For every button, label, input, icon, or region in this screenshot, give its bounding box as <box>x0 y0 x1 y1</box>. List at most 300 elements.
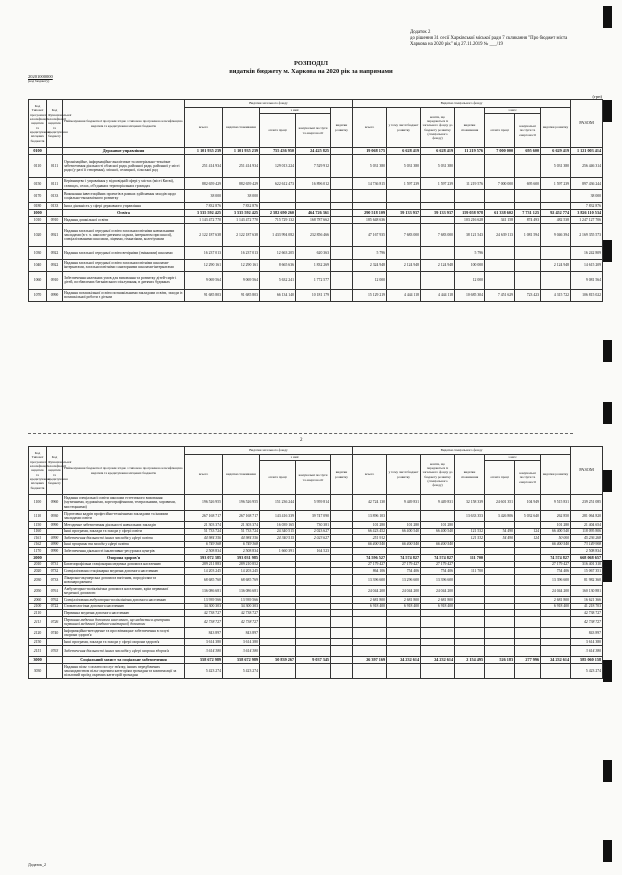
special-utilities <box>515 548 541 555</box>
general-development <box>331 177 353 189</box>
special-development: 27 179 427 <box>541 561 571 568</box>
general-development <box>331 610 353 617</box>
general-total: 3 535 592 425 <box>185 209 223 216</box>
binder-mark <box>603 840 612 862</box>
general-consumption: 9 069 564 <box>223 271 260 289</box>
general-wages: 151 236 244 <box>260 495 296 511</box>
special-total: 19 068 175 <box>353 148 387 155</box>
row-sum: 106 815 022 <box>571 289 603 301</box>
special-wages <box>485 548 515 555</box>
special-development-budget: 74 574 827 <box>387 554 421 561</box>
special-development: 101 280 <box>541 521 571 528</box>
program-code: 3030 <box>29 663 47 679</box>
function-code: 0930 <box>47 510 63 521</box>
binder-mark <box>603 470 612 492</box>
general-consumption: 2 122 187 638 <box>223 224 260 247</box>
special-wages <box>485 574 515 585</box>
special-wages <box>485 541 515 548</box>
col-g-utilities: комунальні послуги та енергоносії <box>296 461 331 495</box>
col-s-total: всього <box>353 455 387 495</box>
general-utilities: 10 181 179 <box>296 289 331 301</box>
special-transfer: 101 280 <box>421 521 455 528</box>
general-utilities: 7 529 912 <box>296 155 331 178</box>
row-sum: 1 247 127 706 <box>571 217 603 224</box>
general-utilities <box>296 568 331 575</box>
general-development <box>331 259 353 271</box>
special-wages: 24 601 351 <box>485 495 515 511</box>
special-utilities <box>515 663 541 679</box>
program-code: 2120 <box>29 628 47 639</box>
special-utilities <box>515 202 541 209</box>
expenditure-table-2 <box>28 446 603 679</box>
general-development <box>331 554 353 561</box>
special-consumption: 159 058 978 <box>455 209 485 216</box>
program-name: Надання загальної середньої освіти загальноосвітніми навчальними закладами (в т. ч. школою-дитячим садком, інтернатом при школі), спеціалізованими школами, ліцеями, гімназіями, колегіумами <box>63 224 185 247</box>
special-development-budget: 59 133 937 <box>387 209 421 216</box>
general-consumption: 44 984 356 <box>223 535 260 542</box>
table-row <box>29 561 603 568</box>
row-sum: 9 081 564 <box>571 271 603 289</box>
general-total: 14 203 245 <box>185 568 223 575</box>
special-development-budget: 24 232 614 <box>387 657 421 664</box>
general-total: 251 414 934 <box>185 155 223 178</box>
table-row <box>29 177 603 189</box>
general-wages <box>260 568 296 575</box>
table-row <box>29 616 603 627</box>
general-development <box>331 663 353 679</box>
function-code <box>47 657 63 664</box>
program-code: 2151 <box>29 645 47 656</box>
special-development-budget <box>387 628 421 639</box>
footer-label: Додаток_2 <box>28 862 46 867</box>
special-development-budget: 754 406 <box>387 568 421 575</box>
special-wages <box>485 554 515 561</box>
special-transfer <box>421 645 455 656</box>
row-sum: 160 130 881 <box>571 585 603 596</box>
special-development <box>541 610 571 617</box>
table-row <box>29 574 603 585</box>
table-row <box>29 663 603 679</box>
row-sum: 16 242 809 <box>571 247 603 259</box>
general-total: 843 897 <box>185 628 223 639</box>
special-development-budget: 5 031 380 <box>387 155 421 178</box>
special-wages <box>485 247 515 259</box>
special-transfer: 59 133 937 <box>421 209 455 216</box>
general-utilities <box>296 639 331 646</box>
general-consumption: 38 000 <box>223 190 260 202</box>
program-code: 2111 <box>29 616 47 627</box>
special-development <box>541 663 571 679</box>
special-total: 66 400 540 <box>353 541 387 548</box>
special-consumption <box>455 597 485 604</box>
special-utilities <box>515 568 541 575</box>
function-code: 0990 <box>47 535 63 542</box>
program-name: Надання дошкільної освіти <box>63 217 185 224</box>
program-code: 1161 <box>29 535 47 542</box>
general-total: 1 143 472 770 <box>185 217 223 224</box>
special-transfer: 754 406 <box>421 568 455 575</box>
function-code: 0960 <box>47 495 63 511</box>
general-development <box>331 209 353 216</box>
col-program-name: Найменування бюджетної програми згідно з типовою програмною класифікацією видатків та кредитування місцевих бюджетів <box>63 100 185 148</box>
special-transfer <box>421 217 455 224</box>
special-wages <box>485 645 515 656</box>
general-development <box>331 217 353 224</box>
general-utilities: 730 381 <box>296 521 331 528</box>
special-wages: 54 490 <box>485 528 515 535</box>
special-development: 13 396 600 <box>541 574 571 585</box>
special-transfer <box>421 247 455 259</box>
special-wages: 7 000 000 <box>485 148 515 155</box>
special-utilities: 124 <box>515 535 541 542</box>
special-total: 14 736 815 <box>353 177 387 189</box>
special-development <box>541 247 571 259</box>
special-total: 5 031 380 <box>353 155 387 178</box>
table-row <box>29 610 603 617</box>
function-code <box>47 639 63 646</box>
general-total: 3 614 380 <box>185 639 223 646</box>
general-utilities <box>296 663 331 679</box>
binder-mark <box>603 240 612 262</box>
table-row <box>29 603 603 610</box>
table-row <box>29 657 603 664</box>
special-total: 13 896 103 <box>353 510 387 521</box>
general-consumption: 42 738 727 <box>223 610 260 617</box>
special-transfer: 1 597 239 <box>421 177 455 189</box>
special-transfer: 66 400 540 <box>421 541 455 548</box>
function-code: 0763 <box>47 645 63 656</box>
general-total: 38 000 <box>185 190 223 202</box>
special-transfer <box>421 202 455 209</box>
function-code: 0111 <box>47 155 63 178</box>
special-consumption: 111 700 <box>455 568 485 575</box>
general-utilities: 2 023 627 <box>296 528 331 535</box>
program-name: Підготовка кадрів професійно-технічними закладами та іншими закладами освіти <box>63 510 185 521</box>
program-code: 2000 <box>29 554 47 561</box>
special-consumption <box>455 541 485 548</box>
general-wages: 755 436 950 <box>260 148 296 155</box>
table-row <box>29 639 603 646</box>
function-code <box>47 148 63 155</box>
row-sum: 256 446 314 <box>571 155 603 178</box>
general-wages <box>260 541 296 548</box>
special-consumption <box>455 663 485 679</box>
special-wages <box>485 190 515 202</box>
program-code: 2060 <box>29 597 47 604</box>
special-development-budget <box>387 535 421 542</box>
special-development <box>541 616 571 627</box>
special-development: 66 400 540 <box>541 528 571 535</box>
special-development-budget: 13 296 600 <box>387 574 421 585</box>
special-utilities <box>515 610 541 617</box>
col-s-transfer: кошти, що передаються із загального фонду до бюджету розвитку (спеціального фонду) <box>421 108 455 148</box>
col-program-code: Код Типової програмної класифікації видатків та кредитування місцевих бюджетів <box>29 447 47 495</box>
special-consumption: 5 796 <box>455 247 485 259</box>
table-row <box>29 541 603 548</box>
general-utilities: 1 772 577 <box>296 271 331 289</box>
special-wages <box>485 639 515 646</box>
special-utilities <box>515 259 541 271</box>
special-transfer: 2 681 800 <box>421 597 455 604</box>
special-transfer <box>421 190 455 202</box>
row-sum: 316 401 310 <box>571 561 603 568</box>
special-consumption: 32 158 339 <box>455 495 485 511</box>
special-development-budget: 2 124 948 <box>387 259 421 271</box>
special-development-budget <box>387 610 421 617</box>
row-sum: 5 423 274 <box>571 663 603 679</box>
general-development <box>331 597 353 604</box>
special-utilities: 277 996 <box>515 657 541 664</box>
general-utilities <box>296 202 331 209</box>
program-name: Інша діяльність у сфері державного управління <box>63 202 185 209</box>
program-code: 0150 <box>29 177 47 189</box>
special-total: 24 044 200 <box>353 585 387 596</box>
col-general-fund: Видатки загального фонду <box>185 447 353 455</box>
general-wages <box>260 554 296 561</box>
special-utilities <box>515 574 541 585</box>
special-utilities <box>515 247 541 259</box>
general-wages <box>260 561 296 568</box>
row-sum: 7 832 876 <box>571 202 603 209</box>
general-utilities: 168 787 662 <box>296 217 331 224</box>
special-total: 27 179 427 <box>353 561 387 568</box>
row-sum: 3 614 380 <box>571 645 603 656</box>
special-total: 42 724 130 <box>353 495 387 511</box>
special-transfer <box>421 548 455 555</box>
special-wages <box>485 561 515 568</box>
special-wages <box>485 202 515 209</box>
special-development: 24 044 200 <box>541 585 571 596</box>
program-name: Стоматологічна допомога населенню <box>63 603 185 610</box>
general-wages: 66 134 140 <box>260 289 296 301</box>
program-code: 1150 <box>29 521 47 528</box>
special-utilities <box>515 521 541 528</box>
general-total: 42 738 727 <box>185 610 223 617</box>
general-consumption: 42 738 727 <box>223 616 260 627</box>
row-sum: 1 121 003 414 <box>571 148 603 155</box>
special-development-budget: 66 400 540 <box>387 528 421 535</box>
program-name: Інші програми, заклади та заходи у сфері освіти <box>63 528 185 535</box>
special-total: 5 796 <box>353 247 387 259</box>
col-g-consumption: видатки споживання <box>223 455 260 495</box>
general-development <box>331 190 353 202</box>
special-development-budget <box>387 271 421 289</box>
general-consumption: 68 685 769 <box>223 574 260 585</box>
program-code: 2030 <box>29 574 47 585</box>
special-consumption: 2 154 495 <box>455 657 485 664</box>
program-code: 3000 <box>29 657 47 664</box>
general-total: 16 237 013 <box>185 247 223 259</box>
special-development-budget <box>387 217 421 224</box>
special-development-budget <box>387 510 421 521</box>
general-total: 2 122 187 638 <box>185 224 223 247</box>
special-development-budget <box>387 639 421 646</box>
appendix-number: Додаток 2 <box>410 30 431 35</box>
program-name: Інші програми, заклади та заходи у сфері охорони здоров'я <box>63 639 185 646</box>
general-development <box>331 568 353 575</box>
col-general-fund: Видатки загального фонду <box>185 100 353 108</box>
table-row <box>29 510 603 521</box>
special-wages <box>485 271 515 289</box>
general-consumption: 51 733 724 <box>223 528 260 535</box>
program-code: 0100 <box>29 148 47 155</box>
program-code: 1100 <box>29 495 47 511</box>
special-total: 66 423 452 <box>353 528 387 535</box>
general-utilities <box>296 645 331 656</box>
general-wages <box>260 585 296 596</box>
program-name: Надання спеціальної освіти школами естетичного виховання (музичними, художніми, хореографічними, театральними, хоровими, мистецькими) <box>63 495 185 511</box>
function-code: 0740 <box>47 628 63 639</box>
general-utilities <box>296 628 331 639</box>
special-transfer: 5 031 380 <box>421 155 455 178</box>
table-row <box>29 155 603 178</box>
special-wages <box>485 568 515 575</box>
special-consumption: 11 219 576 <box>455 177 485 189</box>
row-sum: 2 169 355 573 <box>571 224 603 247</box>
special-development: 9 515 831 <box>541 495 571 511</box>
program-name: Забезпечення діяльності інших закладів у сфері охорони здоров'я <box>63 645 185 656</box>
table-row <box>29 271 603 289</box>
program-code: 2050 <box>29 585 47 596</box>
special-utilities: 104 949 <box>515 495 541 511</box>
table-row <box>29 548 603 555</box>
general-consumption: 14 203 245 <box>223 568 260 575</box>
special-total: 290 518 109 <box>353 209 387 216</box>
special-transfer: 6 628 419 <box>421 148 455 155</box>
special-consumption: 100 000 <box>455 259 485 271</box>
special-utilities: 695 600 <box>515 148 541 155</box>
general-wages <box>260 574 296 585</box>
general-consumption: 593 031 985 <box>223 554 260 561</box>
general-development <box>331 616 353 627</box>
special-development: 5 031 380 <box>541 155 571 178</box>
general-total: 44 984 356 <box>185 535 223 542</box>
table-row <box>29 535 603 542</box>
table-row <box>29 224 603 247</box>
program-code: 0110 <box>29 155 47 178</box>
general-consumption: 558 672 989 <box>223 657 260 664</box>
general-wages: 12 663 205 <box>260 247 296 259</box>
general-wages: 1 433 994 082 <box>260 224 296 247</box>
special-total: 74 596 527 <box>353 554 387 561</box>
general-utilities <box>296 541 331 548</box>
general-utilities <box>296 616 331 627</box>
program-code: 2150 <box>29 639 47 646</box>
special-consumption <box>455 616 485 627</box>
general-wages <box>260 616 296 627</box>
general-development <box>331 271 353 289</box>
general-wages: 16 039 165 <box>260 521 296 528</box>
table-row <box>29 554 603 561</box>
table-row <box>29 597 603 604</box>
row-sum: 42 738 727 <box>571 616 603 627</box>
special-wages: 61 338 602 <box>485 209 515 216</box>
special-total <box>353 645 387 656</box>
general-development <box>331 521 353 528</box>
program-name: Інші програми та заходи у сфері освіти <box>63 541 185 548</box>
special-development-budget <box>387 202 421 209</box>
table-row <box>29 528 603 535</box>
special-consumption <box>455 639 485 646</box>
special-wages: 526 183 <box>485 657 515 664</box>
special-utilities: 723 423 <box>515 289 541 301</box>
general-wages: 2 582 690 260 <box>260 209 296 216</box>
special-transfer: 4 444 118 <box>421 289 455 301</box>
special-wages <box>485 603 515 610</box>
function-code: 0133 <box>47 202 63 209</box>
general-consumption: 12 290 161 <box>223 259 260 271</box>
special-transfer <box>421 535 455 542</box>
page-divider <box>28 433 573 434</box>
general-development <box>331 202 353 209</box>
col-g-development: видатки розвитку <box>331 455 353 495</box>
special-transfer <box>421 616 455 627</box>
general-total: 2 508 834 <box>185 548 223 555</box>
program-name: Надання загальної середньої освіти вечірніми (змінними) школами <box>63 247 185 259</box>
special-consumption <box>455 561 485 568</box>
binder-mark <box>603 760 612 782</box>
expenditure-table-1 <box>28 99 603 302</box>
binder-mark <box>603 660 612 682</box>
general-development <box>331 289 353 301</box>
special-consumption <box>455 585 485 596</box>
function-code: 0990 <box>47 548 63 555</box>
general-wages: 50 839 267 <box>260 657 296 664</box>
table-row <box>29 202 603 209</box>
general-utilities: 620 363 <box>296 247 331 259</box>
general-wages <box>260 610 296 617</box>
special-consumption: 11 219 576 <box>455 148 485 155</box>
general-consumption: 2 508 834 <box>223 548 260 555</box>
row-sum: 45 236 268 <box>571 535 603 542</box>
general-utilities <box>296 585 331 596</box>
general-wages: 24 340 515 <box>260 535 296 542</box>
general-total: 21 303 374 <box>185 521 223 528</box>
general-wages <box>260 202 296 209</box>
general-wages: 622 612 473 <box>260 177 296 189</box>
general-consumption: 5 423 274 <box>223 663 260 679</box>
table-row <box>29 521 603 528</box>
program-name: Забезпечення діяльності інших закладів у сфері освіти <box>63 535 185 542</box>
program-code: 1070 <box>29 289 47 301</box>
binder-mark <box>603 402 612 424</box>
appendix-header <box>410 30 585 48</box>
col-g-wages: оплата праці <box>260 114 296 148</box>
program-name: Забезпечення належних умов для виховання та розвитку дітей-сиріт і дітей, позбавлених батьківського піклування, в дитячих будинках <box>63 271 185 289</box>
special-total <box>353 616 387 627</box>
special-development-budget <box>387 247 421 259</box>
general-development <box>331 628 353 639</box>
special-development: 6 629 419 <box>541 148 571 155</box>
general-utilities: 24 425 825 <box>296 148 331 155</box>
program-code: 1020 <box>29 224 47 247</box>
function-code: 0732 <box>47 568 63 575</box>
special-development: 754 406 <box>541 568 571 575</box>
special-utilities <box>515 561 541 568</box>
special-wages <box>485 616 515 627</box>
special-total: 185 648 636 <box>353 217 387 224</box>
general-consumption: 251 414 934 <box>223 155 260 178</box>
program-name: Виконання інвестиційних проектів в рамках здійснення заходів щодо соціально-економічного розвитку <box>63 190 185 202</box>
program-name: Надання пільг з оплати послуг зв'язку, інших передбачених законодавством пільг окремим категоріям громадян та компенсації за пільговий проїзд окремих категорій громадян <box>63 663 185 679</box>
row-sum: 73 149 908 <box>571 541 603 548</box>
general-development <box>331 495 353 511</box>
general-development <box>331 645 353 656</box>
binder-mark <box>603 6 612 28</box>
general-consumption: 267 168 717 <box>223 510 260 521</box>
special-total <box>353 639 387 646</box>
special-development-budget: 9 449 831 <box>387 495 421 511</box>
